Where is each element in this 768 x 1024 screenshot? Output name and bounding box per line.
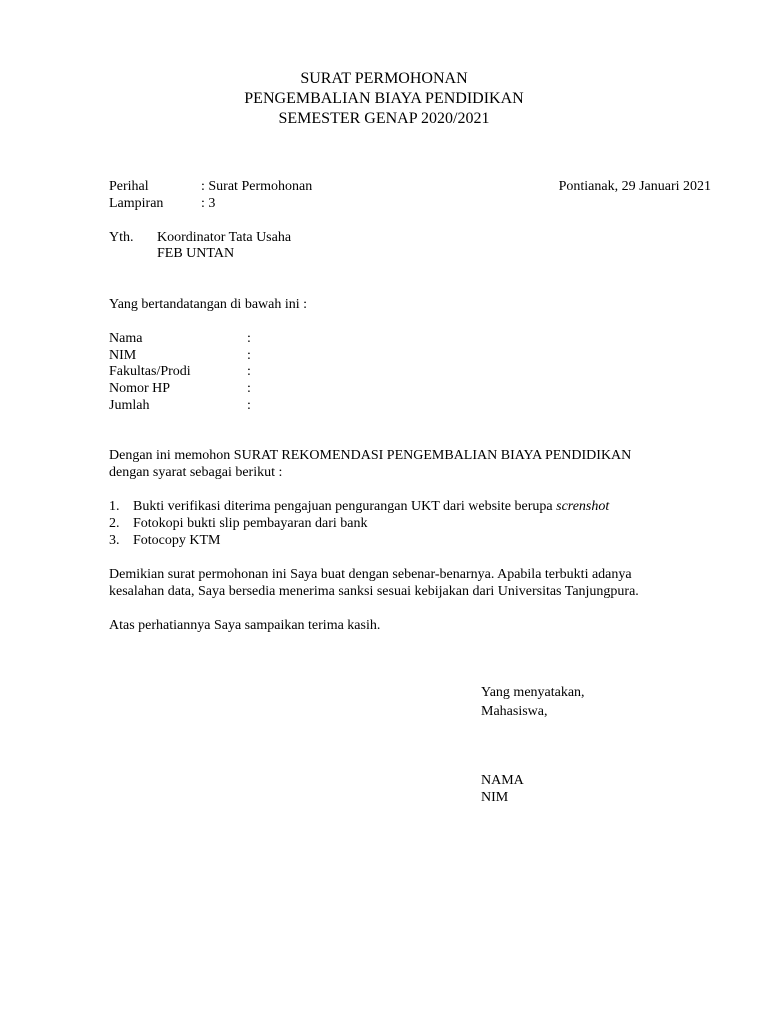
- signature-line-1: Yang menyatakan,: [481, 685, 585, 700]
- signature-line-2: Mahasiswa,: [481, 704, 548, 719]
- field-colon-nama: :: [247, 331, 251, 346]
- title-line-2: PENGEMBALIAN BIAYA PENDIDIKAN: [244, 90, 524, 107]
- closing-line-1: Demikian surat permohonan ini Saya buat dengan sebenar-benarnya. Apabila terbukti adanya: [109, 567, 632, 582]
- perihal-value: : Surat Permohonan: [201, 179, 313, 194]
- request-paragraph: [109, 448, 731, 481]
- perihal-label: Perihal: [109, 179, 149, 194]
- requirement-text: Bukti verifikasi diterima pengajuan pengurangan UKT dari website berupa: [133, 499, 557, 514]
- field-colon-nim: :: [247, 348, 251, 363]
- field-label-jumlah: Jumlah: [109, 398, 150, 413]
- recipient-line-2: FEB UNTAN: [157, 246, 235, 261]
- intro-text: Yang bertandatangan di bawah ini :: [109, 297, 308, 312]
- field-colon-nomor-hp: :: [247, 381, 251, 396]
- field-label-nim: NIM: [109, 348, 137, 363]
- requirement-number: 3.: [109, 533, 120, 548]
- lampiran-label: Lampiran: [109, 196, 164, 211]
- recipient-line-1: Koordinator Tata Usaha: [157, 230, 292, 245]
- signature-nim: NIM: [481, 790, 509, 805]
- closing-line-2: kesalahan data, Saya bersedia menerima sanksi sesuai kebijakan dari Universitas Tanjungpura.: [109, 583, 639, 599]
- field-label-nomor-hp: Nomor HP: [109, 381, 171, 396]
- request-line-1: Dengan ini memohon SURAT REKOMENDASI PENGEMBALIAN BIAYA PENDIDIKAN: [109, 448, 632, 463]
- lampiran-value: : 3: [201, 196, 216, 211]
- request-line-2: dengan syarat sebagai berikut :: [109, 464, 283, 480]
- field-label-nama: Nama: [109, 331, 143, 346]
- field-colon-jumlah: :: [247, 398, 251, 413]
- requirement-italic: screnshot: [556, 499, 610, 514]
- requirement-number: 1.: [109, 499, 120, 514]
- place-date: Pontianak, 29 Januari 2021: [558, 179, 711, 194]
- requirement-number: 2.: [109, 516, 120, 531]
- thanks-text: Atas perhatiannya Saya sampaikan terima kasih.: [109, 618, 381, 633]
- closing-paragraph: [109, 567, 731, 600]
- title-line-1: SURAT PERMOHONAN: [300, 70, 468, 87]
- recipient-yth: Yth.: [109, 230, 134, 245]
- requirement-text: Fotocopy KTM: [133, 533, 221, 548]
- signature-name: NAMA: [481, 773, 524, 788]
- requirement-item: [133, 499, 609, 516]
- field-label-fakultas: Fakultas/Prodi: [109, 364, 191, 379]
- requirement-text: Fotokopi bukti slip pembayaran dari bank: [133, 516, 368, 531]
- title-line-3: SEMESTER GENAP 2020/2021: [278, 110, 490, 127]
- field-colon-fakultas: :: [247, 364, 251, 379]
